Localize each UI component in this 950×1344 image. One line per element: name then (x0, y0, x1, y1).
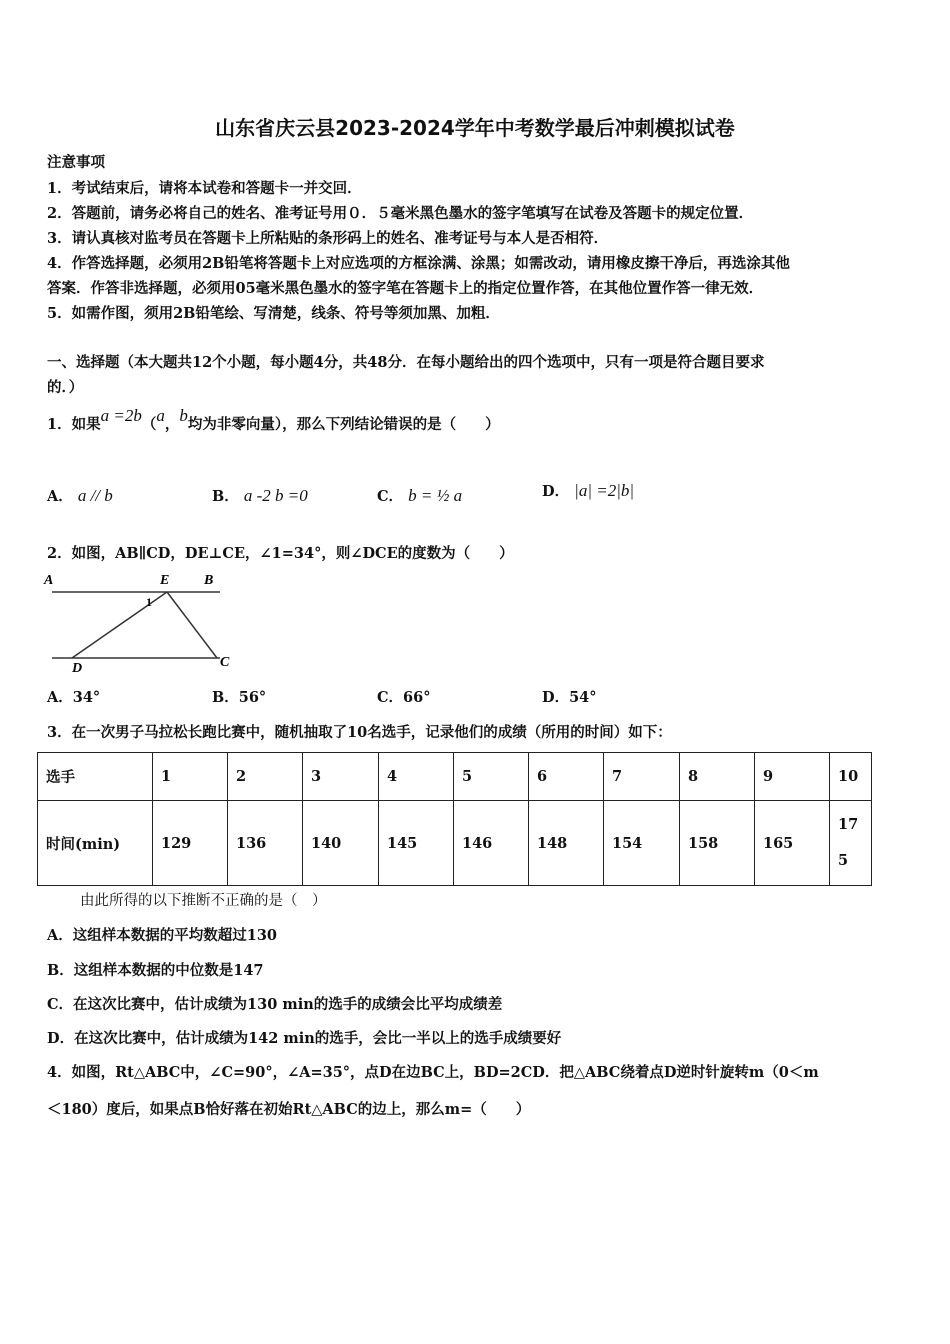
q1-pre: 1．如果 (47, 416, 101, 433)
label-e: E (160, 573, 170, 588)
q1-option-b[interactable] (212, 485, 308, 506)
label-c: C (220, 655, 230, 670)
table-cell: 10 (830, 753, 872, 801)
line-de (72, 592, 167, 658)
table-cell: 时间(min) (38, 801, 153, 886)
q3-option-d[interactable]: D．在这次比赛中，估计成绩为142 min的选手，会比一半以上的选手成绩要好 (47, 1030, 562, 1047)
note-item: 3．请认真核对监考员在答题卡上所粘贴的条形码上的姓名、准考证号与本人是否相符． (47, 230, 609, 247)
table-cell: 5 (454, 753, 529, 801)
q2-option-d[interactable]: D．54° (542, 689, 597, 706)
table-cell: 129 (153, 801, 228, 886)
option-label: C． (377, 488, 404, 505)
table-cell: 140 (303, 801, 379, 886)
table-cell: 9 (755, 753, 830, 801)
q1-equation: a =2b (100, 406, 142, 425)
line-ec (167, 592, 217, 658)
table-cell: 136 (228, 801, 303, 886)
question-4-stem-cont: ＜180）度后，如果点B恰好落在初始Rt△ABC的边上，那么m=（ ） (47, 1101, 531, 1118)
question-2-stem: 2．如图，AB∥CD，DE⊥CE，∠1=34°，则∠DCE的度数为（ ） (47, 545, 514, 562)
label-a: A (44, 573, 54, 588)
table-cell: 165 (755, 801, 830, 886)
q1-option-d[interactable] (542, 480, 634, 501)
q2-option-c[interactable]: C．66° (377, 689, 431, 706)
q2-option-a[interactable]: A．34° (47, 689, 101, 706)
question-4-stem: 4．如图，Rt△ABC中，∠C=90°，∠A=35°，点D在边BC上，BD=2CD．把△ABC绕着点D逆时针旋转m（0＜m (47, 1064, 819, 1081)
q1-option-c[interactable] (377, 485, 462, 506)
option-math: a // b (77, 486, 113, 505)
q2-figure (42, 570, 232, 675)
table-cell: 2 (228, 753, 303, 801)
label-d: D (72, 661, 83, 675)
question-3-stem: 3．在一次男子马拉松长跑比赛中，随机抽取了10名选手，记录他们的成绩（所用的时间）如下： (47, 724, 672, 741)
table-cell: 146 (454, 801, 529, 886)
option-label: D． (542, 483, 570, 500)
q1-var-b: b (179, 406, 188, 425)
q3-option-a[interactable]: A．这组样本数据的平均数超过130 (47, 927, 278, 944)
q3-data-table (37, 752, 872, 886)
label-b: B (204, 573, 214, 588)
option-label: A． (47, 488, 73, 505)
q1-option-a[interactable] (47, 485, 113, 506)
option-math: |a| =2|b| (574, 481, 635, 500)
q1-post: 均为非零向量），那么下列结论错误的是（ ） (187, 416, 500, 433)
table-cell: 3 (303, 753, 379, 801)
table-cell: 选手 (38, 753, 153, 801)
question-1-stem (47, 406, 500, 434)
section-heading-cont: 的．） (47, 379, 84, 396)
note-item: 5．如需作图，须用2B铅笔绘、写清楚，线条、符号等须加黑、加粗． (47, 305, 500, 322)
table-cell: 4 (379, 753, 454, 801)
page-title: 山东省庆云县2023-2024学年中考数学最后冲刺模拟试卷 (215, 116, 735, 140)
option-label: B． (212, 488, 239, 505)
label-angle-1: 1 (146, 595, 152, 609)
table-cell: 6 (529, 753, 604, 801)
q3-option-c[interactable]: C．在这次比赛中，估计成绩为130 min的选手的成绩会比平均成绩差 (47, 996, 503, 1013)
table-cell: 148 (529, 801, 604, 886)
note-item: 4．作答选择题，必须用2B铅笔将答题卡上对应选项的方框涂满、涂黑；如需改动，请用橡皮擦干净后，再选涂其他 (47, 255, 790, 272)
table-cell: 158 (680, 801, 755, 886)
q2-option-b[interactable]: B．56° (212, 689, 267, 706)
table-row (38, 801, 872, 886)
q1-paren: （ (141, 416, 157, 433)
q1-comma: ， (164, 416, 180, 433)
option-math: a -2 b =0 (243, 486, 308, 505)
notes-heading: 注意事项 (47, 154, 105, 171)
q3-option-b[interactable]: B．这组样本数据的中位数是147 (47, 962, 264, 979)
table-cell: 145 (379, 801, 454, 886)
table-cell: 8 (680, 753, 755, 801)
option-math: b = ½ a (408, 486, 463, 505)
table-cell: 175 (830, 801, 872, 886)
table-cell: 7 (604, 753, 680, 801)
table-cell: 1 (153, 753, 228, 801)
note-item: 答案．作答非选择题，必须用05毫米黑色墨水的签字笔在答题卡上的指定位置作答，在其他位置作答一律无效． (47, 280, 764, 297)
q1-var-a: a (156, 406, 165, 425)
q3-question: 由此所得的以下推断不正确的是（ ） (80, 893, 327, 909)
note-item: 2．答题前，请务必将自己的姓名、准考证号用０．５毫米黑色墨水的签字笔填写在试卷及答题卡的规定位置． (47, 205, 754, 222)
section-heading: 一、选择题（本大题共12个小题，每小题4分，共48分．在每小题给出的四个选项中，只有一项是符合题目要求 (47, 354, 765, 371)
note-item: 1．考试结束后，请将本试卷和答题卡一并交回． (47, 180, 362, 197)
table-cell: 154 (604, 801, 680, 886)
table-row (38, 753, 872, 801)
